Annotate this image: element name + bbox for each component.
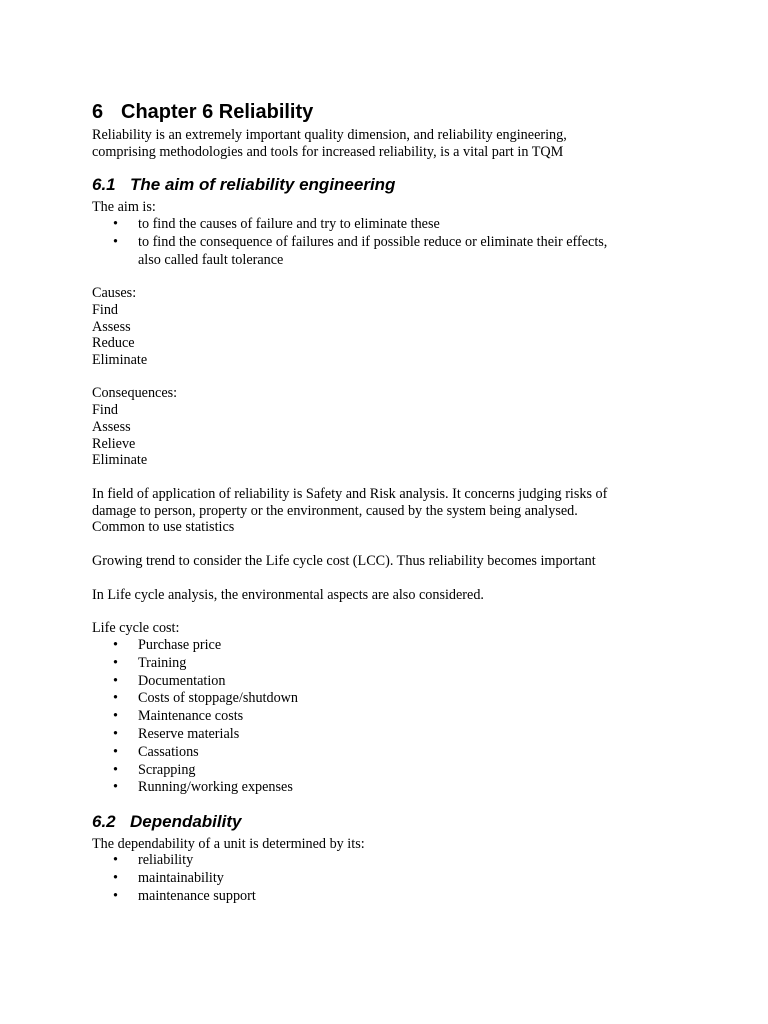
list-item: • Documentation [113, 672, 226, 689]
causes-item: Assess [92, 319, 131, 335]
causes-item: Reduce [92, 335, 135, 351]
consequences-item: Find [92, 402, 119, 418]
section-6-2-heading [92, 812, 241, 832]
bullet-icon: • [113, 233, 118, 250]
chapter-number: 6 [92, 101, 104, 123]
bullet-icon: • [113, 690, 118, 707]
bullet-icon: • [113, 637, 118, 653]
list-item: • to find the consequence of failures and if possible reduce or eliminate their effects, [113, 233, 608, 250]
list-item: • to find the causes of failure and try to eliminate these [113, 216, 440, 232]
causes-item: Eliminate [92, 352, 148, 368]
bullet-icon: • [113, 761, 118, 778]
chapter-title: Chapter 6 Reliability [121, 101, 314, 123]
aim-list [92, 216, 607, 268]
section-6-1-title: The aim of reliability engineering [130, 175, 396, 194]
intro-line-1: Reliability is an extremely important quality dimension, and reliability engineering, [92, 127, 567, 143]
list-item-continuation: also called fault tolerance [138, 251, 284, 268]
dependability-intro: The dependability of a unit is determined by its: [92, 836, 365, 852]
aim-label: The aim is: [92, 199, 156, 215]
section-6-2-number: 6.2 [92, 812, 116, 831]
bullet-icon: • [113, 216, 118, 232]
bullet-icon: • [113, 887, 118, 904]
bullet-icon: • [113, 779, 118, 796]
bullet-icon: • [113, 672, 118, 689]
list-item: • Costs of stoppage/shutdown [113, 690, 299, 707]
lcc-list [92, 637, 298, 797]
bullet-icon: • [113, 725, 118, 742]
list-item: • Reserve materials [113, 725, 240, 742]
list-item: • Maintenance costs [113, 708, 244, 725]
section-6-1-heading [92, 175, 395, 195]
consequences-item: Relieve [92, 436, 136, 452]
consequences-label: Consequences: [92, 385, 178, 401]
list-item: • Scrapping [113, 761, 196, 778]
bullet-icon: • [113, 869, 118, 886]
dependability-list [92, 852, 256, 905]
bullet-icon: • [113, 743, 118, 760]
list-item: • Purchase price [113, 637, 222, 653]
consequences-item: Assess [92, 419, 131, 435]
bullet-icon: • [113, 852, 118, 868]
causes-label: Causes: [92, 285, 137, 301]
lcc-trend-paragraph: Growing trend to consider the Life cycle cost (LCC). Thus reliability becomes important [92, 553, 596, 569]
section-6-2-title: Dependability [130, 812, 242, 831]
lcc-label: Life cycle cost: [92, 620, 180, 636]
list-item: • Cassations [113, 743, 199, 760]
list-item: • Training [113, 654, 187, 671]
consequences-item: Eliminate [92, 452, 148, 468]
safety-line-2: damage to person, property or the environment, caused by the system being analysed. [92, 503, 578, 519]
list-item: • maintainability [113, 869, 224, 886]
intro-line-2: comprising methodologies and tools for increased reliability, is a vital part in TQM [92, 144, 564, 160]
list-item: • Running/working expenses [113, 779, 293, 796]
safety-line-1: In field of application of reliability is Safety and Risk analysis. It concerns judging risks of [92, 486, 608, 502]
causes-item: Find [92, 302, 119, 318]
chapter-heading [92, 100, 313, 124]
list-item: • reliability [113, 852, 194, 868]
section-6-1-number: 6.1 [92, 175, 116, 194]
list-item: • maintenance support [113, 887, 256, 904]
lca-note-paragraph: In Life cycle analysis, the environmental aspects are also considered. [92, 587, 484, 603]
safety-line-3: Common to use statistics [92, 519, 235, 535]
bullet-icon: • [113, 654, 118, 671]
bullet-icon: • [113, 708, 118, 725]
